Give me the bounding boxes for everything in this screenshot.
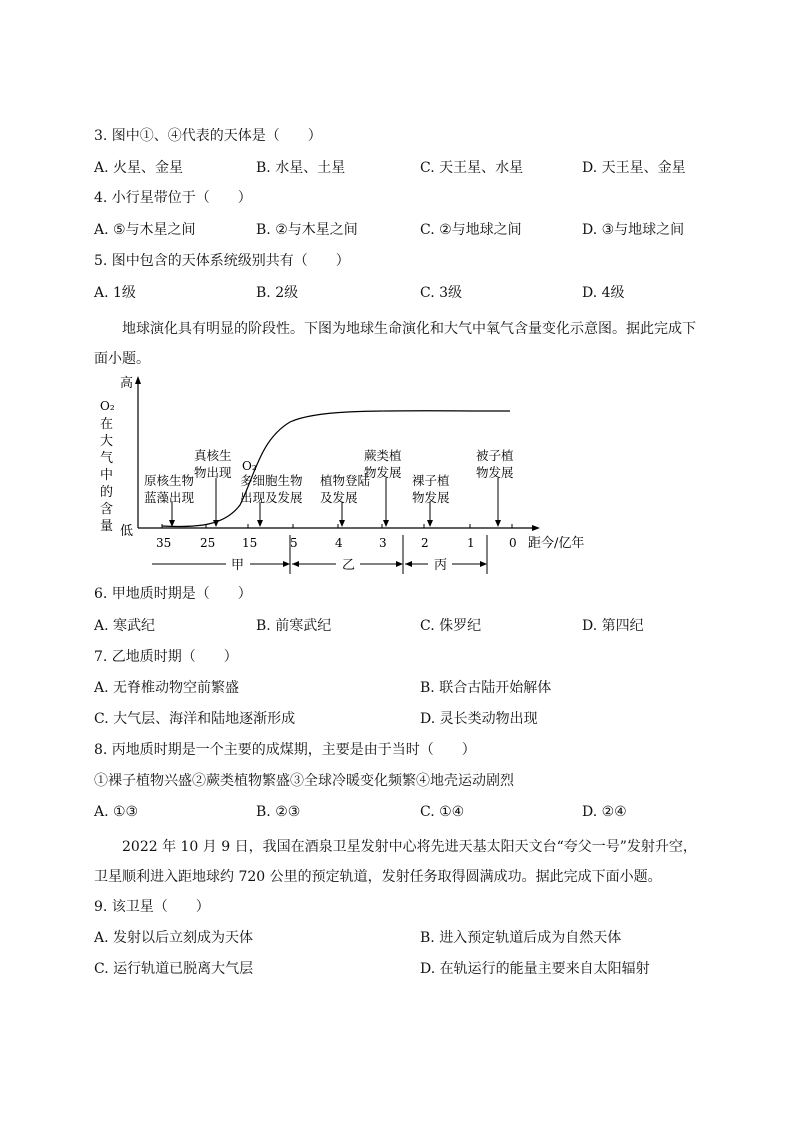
q4-option-a: A. ⑤与木星之间 xyxy=(94,222,196,238)
q5-option-a: A. 1级 xyxy=(94,285,136,301)
q3-option-d: D. 天王星、金星 xyxy=(582,160,686,176)
intro-paragraph-1: 地球演化具有明显的阶段性。下图为地球生命演化和大气中氧气含量变化示意图。据此完成下面小题。 xyxy=(94,321,696,367)
q8-option-b: B. ②③ xyxy=(256,804,301,820)
event-multicell-l2: 出现及发展 xyxy=(240,490,303,505)
tick-label-5: 5 xyxy=(290,536,298,550)
x-unit-label: 距今/亿年 xyxy=(528,536,585,551)
q9-option-c: C. 运行轨道已脱离大气层 xyxy=(94,961,254,977)
event-eukaryote-l1: 真核生 xyxy=(194,448,232,463)
q9-option-d: D. 在轨运行的能量主要来自太阳辐射 xyxy=(420,961,650,977)
tick-label-0: 0 xyxy=(509,536,517,550)
q4-option-c: C. ②与地球之间 xyxy=(420,222,522,238)
tick-label-4: 4 xyxy=(335,536,343,550)
tick-label-15: 15 xyxy=(242,536,258,550)
y-label-4: 气 xyxy=(100,451,114,466)
y-high-label: 高 xyxy=(120,376,134,391)
event-gymnosperms-l1: 裸子植 xyxy=(412,473,450,488)
tick-label-1: 1 xyxy=(467,536,475,550)
y-label-7: 含 xyxy=(100,502,114,517)
y-label-1: O₂ xyxy=(100,399,115,413)
q9-stem: 9. 该卫星（ ） xyxy=(94,899,210,915)
y-label-6: 的 xyxy=(100,485,114,500)
tick-label-3: 3 xyxy=(379,536,387,550)
event-ferns-l1: 蕨类植 xyxy=(364,448,402,463)
q3-option-a: A. 火星、金星 xyxy=(94,160,184,176)
q4-option-b: B. ②与木星之间 xyxy=(256,222,358,238)
o2-curve-label: O₂ xyxy=(242,459,257,473)
event-eukaryote-l2: 物出现 xyxy=(194,465,232,480)
intro-paragraph-2: 2022 年 10 月 9 日，我国在酒泉卫星发射中心将先进天基太阳天文台“夸父一号”发射升空，卫星顺利进入距地球约 720 公里的预定轨道，发射任务取得圆满成功。据此完成下面小题。 xyxy=(94,839,697,885)
event-angiosperms-l2: 物发展 xyxy=(476,465,514,480)
tick-label-35: 35 xyxy=(156,536,172,550)
q8-option-c: C. ①④ xyxy=(420,804,465,820)
q5-option-b: B. 2级 xyxy=(256,285,299,301)
y-label-5: 中 xyxy=(100,468,114,483)
y-low-label: 低 xyxy=(120,524,134,539)
q6-option-c: C. 侏罗纪 xyxy=(420,618,482,634)
x-axis-arrow xyxy=(532,525,540,531)
event-angiosperms-l1: 被子植 xyxy=(476,448,514,463)
event-prokaryote-l1: 原核生物 xyxy=(144,473,195,488)
q7-option-d: D. 灵长类动物出现 xyxy=(420,711,538,727)
q5-option-d: D. 4级 xyxy=(582,285,625,301)
y-label-3: 大 xyxy=(100,434,114,449)
q8-stem: 8. 丙地质时期是一个主要的成煤期，主要是由于当时（ ） xyxy=(94,742,476,758)
q7-option-a: A. 无脊椎动物空前繁盛 xyxy=(94,680,240,696)
q6-option-b: B. 前寒武纪 xyxy=(256,618,332,634)
y-label-8: 量 xyxy=(100,519,114,534)
q8-items: ①裸子植物兴盛②蕨类植物繁盛③全球冷暖变化频繁④地壳运动剧烈 xyxy=(94,773,514,789)
q6-option-a: A. 寒武纪 xyxy=(94,618,156,634)
tick-label-2: 2 xyxy=(421,536,429,550)
event-multicell-l1: 多细胞生物 xyxy=(240,473,303,488)
q7-option-c: C. 大气层、海洋和陆地逐渐形成 xyxy=(94,711,296,727)
q5-stem: 5. 图中包含的天体系统级别共有（ ） xyxy=(94,253,350,269)
y-label-2: 在 xyxy=(100,417,114,432)
o2-evolution-figure xyxy=(90,370,620,580)
q6-option-d: D. 第四纪 xyxy=(582,618,644,634)
q3-option-b: B. 水星、土星 xyxy=(256,160,346,176)
event-land-plants-l2: 及发展 xyxy=(320,490,358,505)
q4-stem: 4. 小行星带位于（ ） xyxy=(94,190,252,206)
y-axis-arrow xyxy=(135,376,141,384)
event-land-plants-l1: 植物登陆 xyxy=(320,473,371,488)
period-bing: 丙 xyxy=(434,558,448,573)
period-jia: 甲 xyxy=(231,558,245,573)
q8-option-d: D. ②④ xyxy=(582,804,627,820)
q3-stem: 3. 图中①、④代表的天体是（ ） xyxy=(94,128,322,144)
q7-stem: 7. 乙地质时期（ ） xyxy=(94,649,238,665)
q8-option-a: A. ①③ xyxy=(94,804,139,820)
q9-option-b: B. 进入预定轨道后成为自然天体 xyxy=(420,930,622,946)
q5-option-c: C. 3级 xyxy=(420,285,463,301)
tick-label-25: 25 xyxy=(200,536,216,550)
event-ferns-l2: 物发展 xyxy=(364,465,402,480)
q4-option-d: D. ③与地球之间 xyxy=(582,222,685,238)
period-yi: 乙 xyxy=(342,558,356,573)
q3-option-c: C. 天王星、水星 xyxy=(420,160,524,176)
event-gymnosperms-l2: 物发展 xyxy=(412,490,450,505)
event-prokaryote-l2: 蓝藻出现 xyxy=(144,490,195,505)
q6-stem: 6. 甲地质时期是（ ） xyxy=(94,586,252,602)
q7-option-b: B. 联合古陆开始解体 xyxy=(420,680,552,696)
q9-option-a: A. 发射以后立刻成为天体 xyxy=(94,930,254,946)
